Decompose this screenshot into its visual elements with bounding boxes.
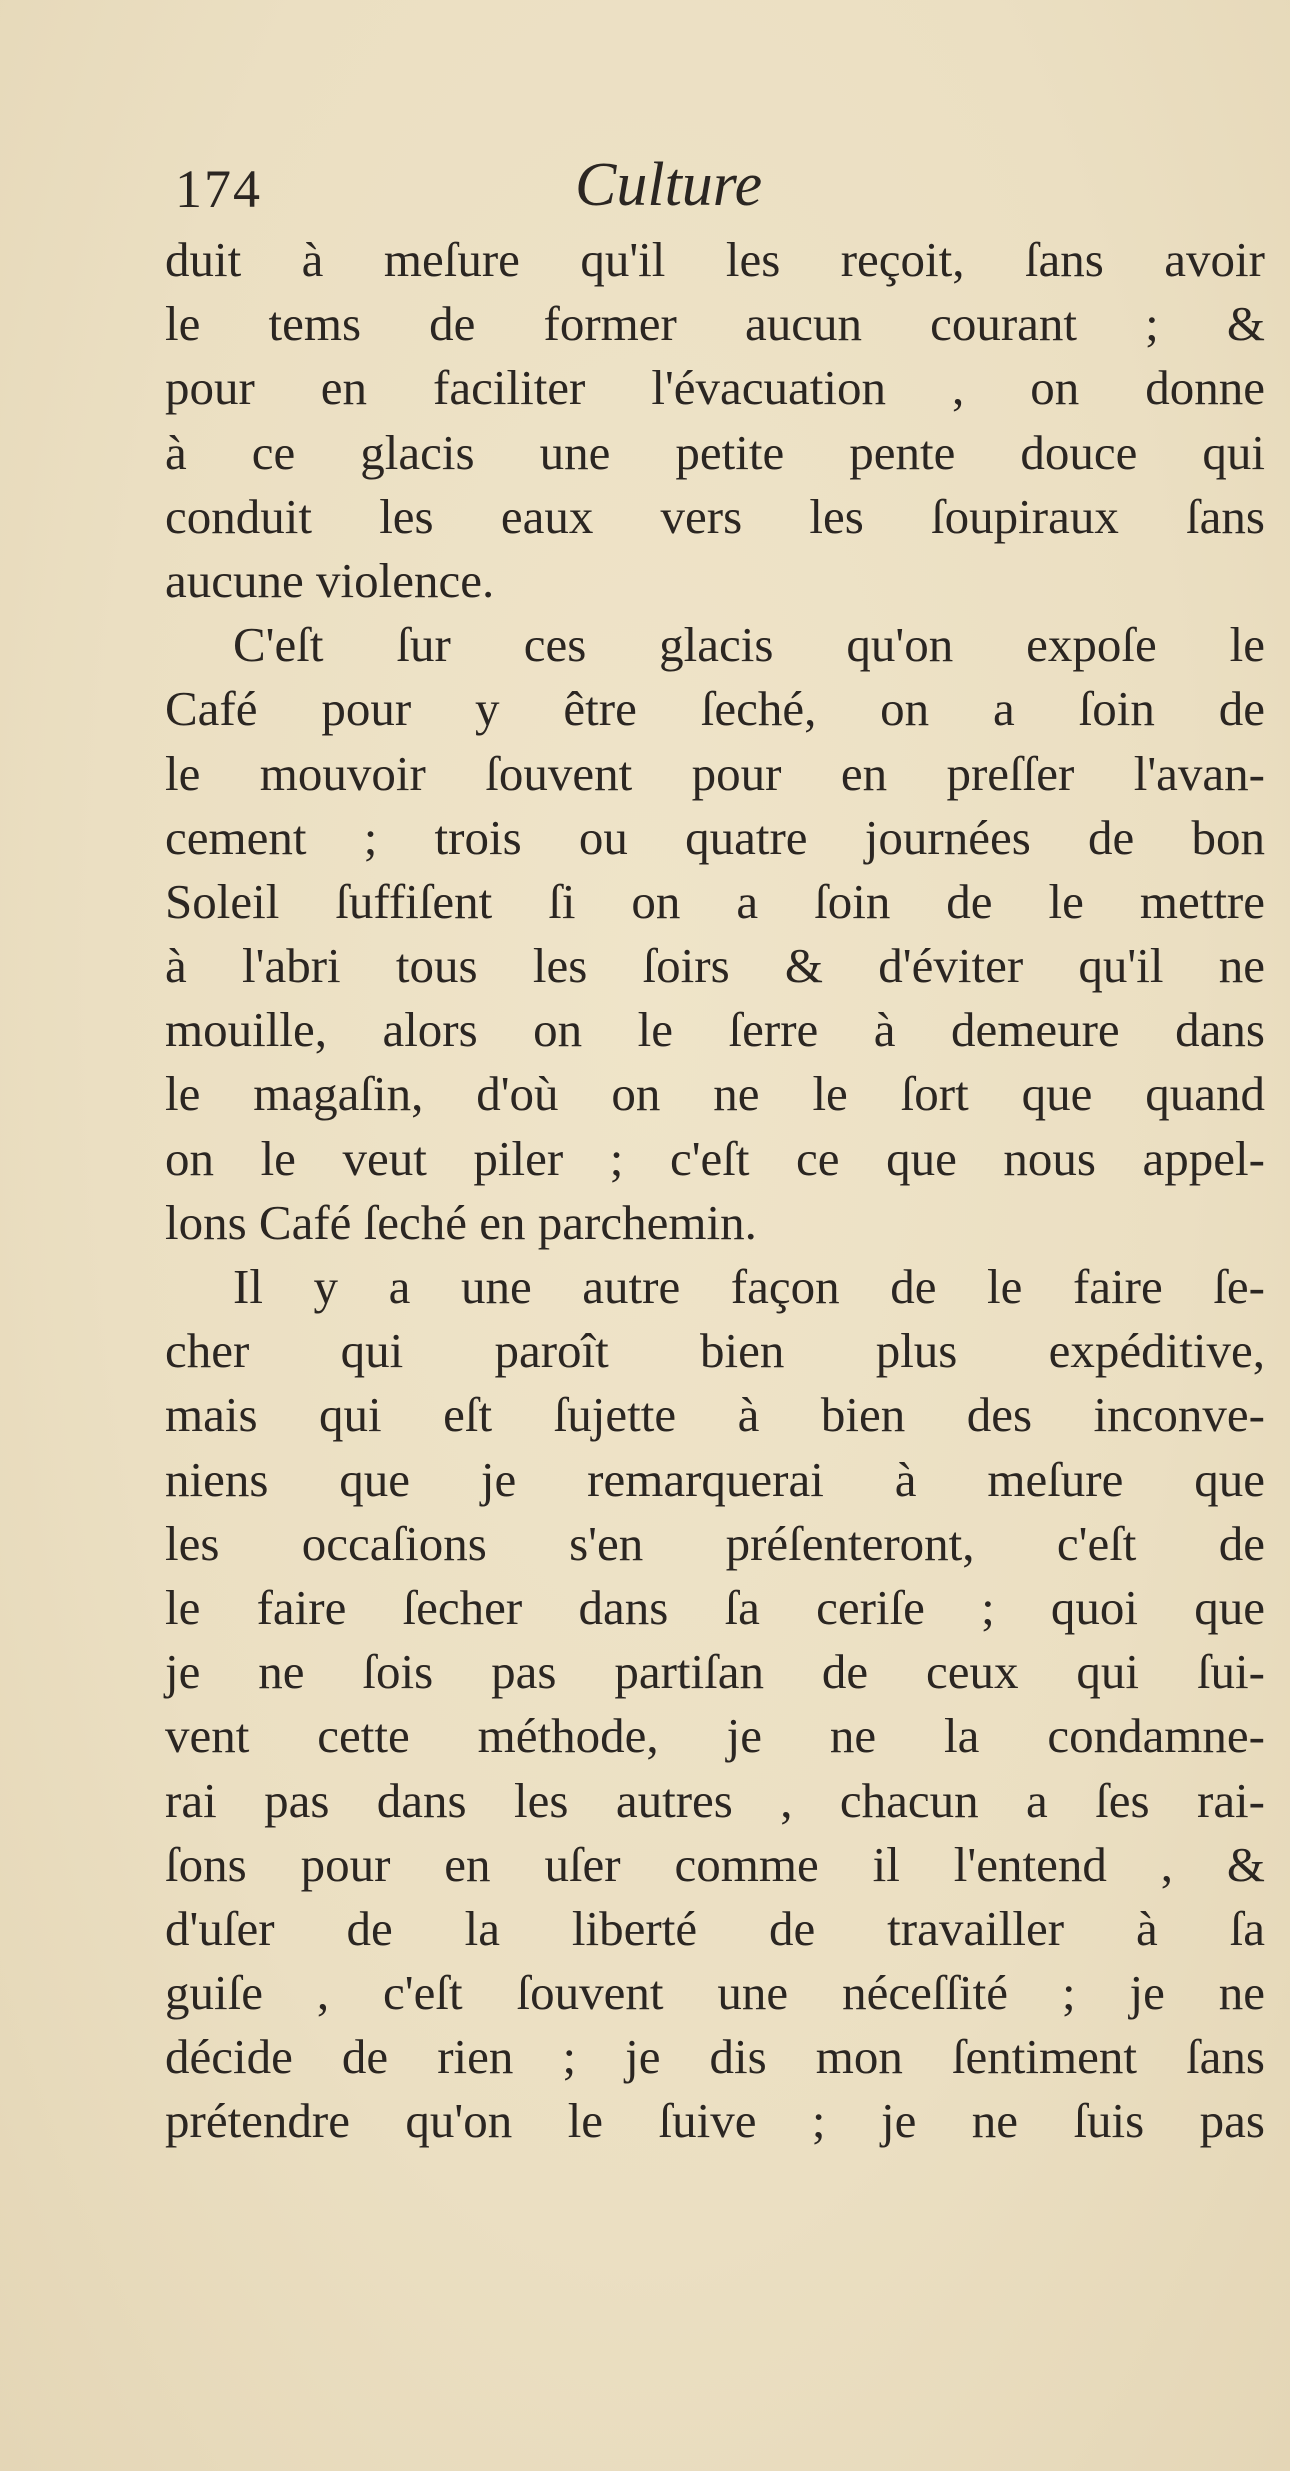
text-line: conduit les eaux vers les ſoupiraux ſans — [165, 488, 1265, 544]
text-line: je ne ſois pas partiſan de ceux qui ſui- — [165, 1644, 1265, 1700]
text-line: mais qui eſt ſujette à bien des inconve- — [165, 1387, 1265, 1443]
page-header — [170, 150, 1260, 230]
text-line: le mouvoir ſouvent pour en preſſer l'avan- — [165, 745, 1265, 801]
text-line: à ce glacis une petite pente douce qui — [165, 424, 1265, 480]
text-line: niens que je remarquerai à meſure que — [165, 1451, 1265, 1507]
text-line: le tems de former aucun courant ; & — [165, 296, 1265, 352]
text-line: le faire ſecher dans ſa ceriſe ; quoi que — [165, 1579, 1265, 1635]
page-number: 174 — [175, 159, 262, 219]
text-line: on le veut piler ; c'eſt ce que nous appel- — [165, 1130, 1265, 1186]
text-line: lons Café ſeché en parchemin. — [165, 1194, 757, 1250]
text-line: cher qui paroît bien plus expéditive, — [165, 1323, 1265, 1379]
paragraph-start-line: Il y a une autre façon de le faire ſe- — [233, 1259, 1265, 1314]
body-text — [165, 228, 1265, 2154]
text-line: le magaſin, d'où on ne le ſort que quand — [165, 1066, 1265, 1122]
text-line: Café pour y être ſeché, on a ſoin de — [165, 681, 1265, 737]
text-line: d'uſer de la liberté de travailler à ſa — [165, 1900, 1265, 1956]
running-title: Culture — [575, 151, 763, 219]
text-line: les occaſions s'en préſenteront, c'eſt de — [165, 1515, 1265, 1571]
text-line: mouille, alors on le ſerre à demeure dans — [165, 1002, 1265, 1058]
text-line: à l'abri tous les ſoirs & d'éviter qu'il ne — [165, 938, 1265, 994]
text-line: décide de rien ; je dis mon ſentiment ſans — [165, 2029, 1265, 2085]
paragraph-start-line: C'eſt ſur ces glacis qu'on expoſe le — [233, 617, 1265, 673]
text-line: cement ; trois ou quatre journées de bon — [165, 809, 1265, 865]
text-line: duit à meſure qu'il les reçoit, ſans avoir — [165, 232, 1265, 287]
text-line: pour en faciliter l'évacuation , on donne — [165, 360, 1265, 416]
text-line: ſons pour en uſer comme il l'entend , & — [165, 1836, 1265, 1892]
text-line: guiſe , c'eſt ſouvent une néceſſité ; je ne — [165, 1965, 1265, 2021]
text-line: Soleil ſuffiſent ſi on a ſoin de le mettre — [165, 873, 1265, 929]
text-line: aucune violence. — [165, 552, 495, 608]
text-line: prétendre qu'on le ſuive ; je ne ſuis pas — [165, 2093, 1265, 2149]
text-line: rai pas dans les autres , chacun a ſes rai- — [165, 1772, 1265, 1828]
text-line: vent cette méthode, je ne la condamne- — [165, 1708, 1265, 1764]
